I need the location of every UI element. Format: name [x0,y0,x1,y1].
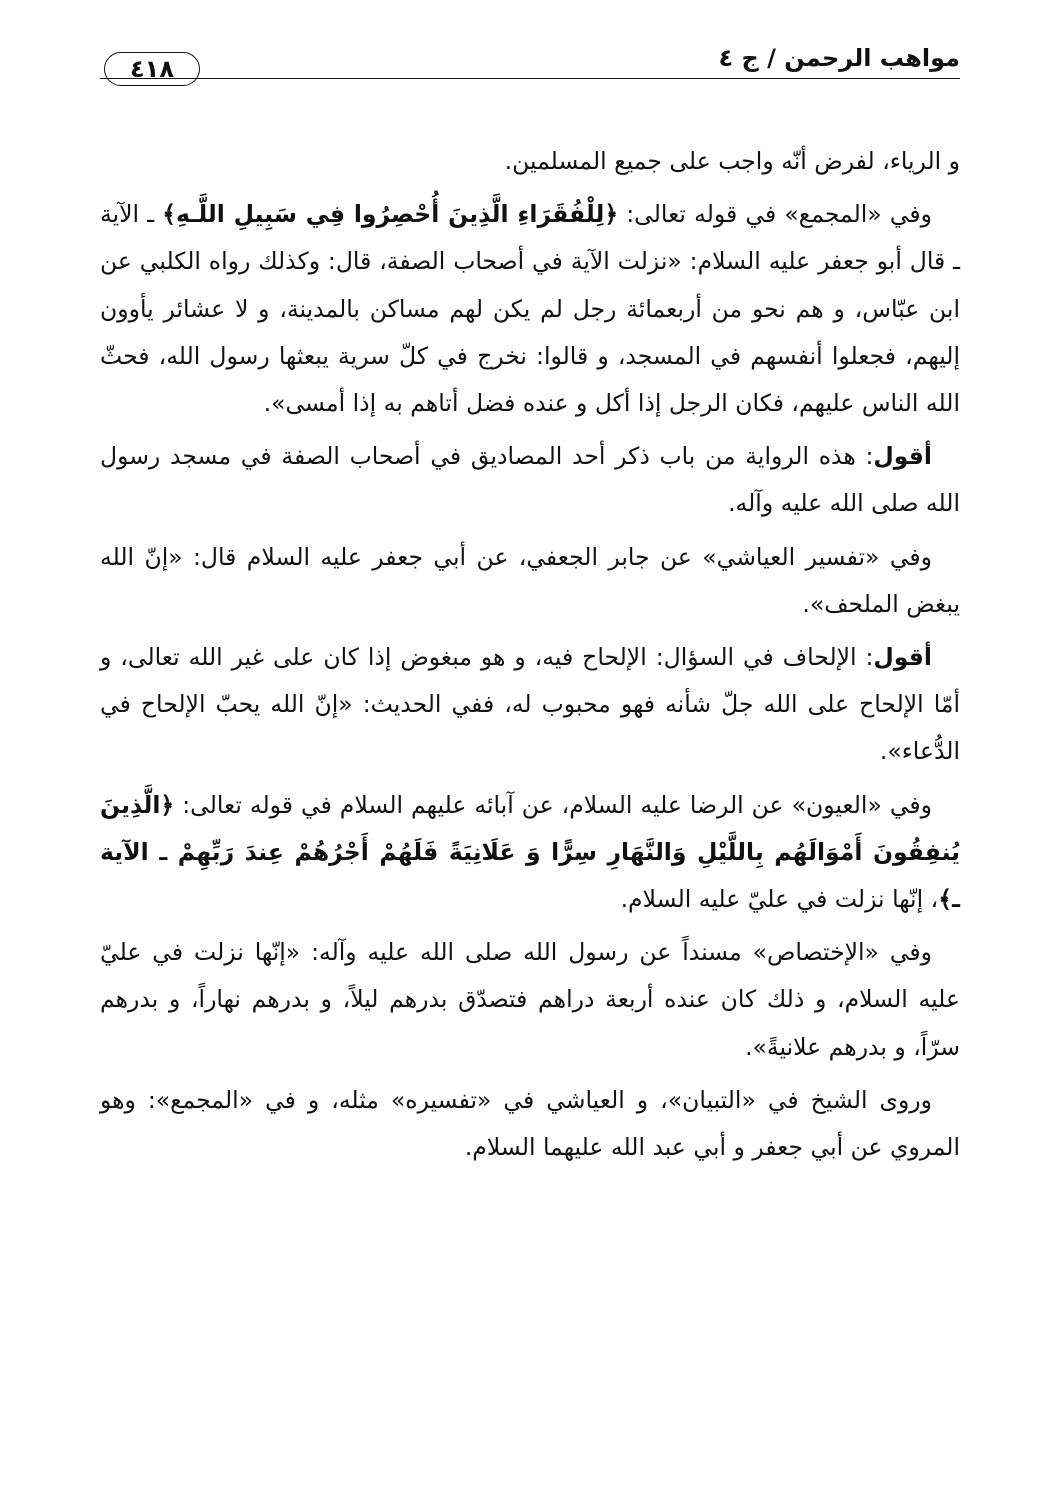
paragraph [100,191,960,427]
quran-verse: ﴿الَّذِينَ يُنفِقُونَ أَمْوَالَهُم بِاللَّيْلِ وَالنَّهَارِ سِرًّا وَ عَلَانِيَةً فَلَهُمْ أَجْرُهُمْ عِندَ رَبِّهِمْ ـ الآية ـ﴾ [100,790,960,914]
paragraph [100,929,960,1071]
paragraph [100,1077,960,1171]
header-rule [100,78,960,79]
text-segment: ـ الآية ـ قال أبو جعفر عليه السلام: «نزلت الآية في أصحاب الصفة، قال: وكذلك رواه الكلبي عن ابن عبّاس، و هم نحو من أربعمائة رجل لم يكن لهم مساكن بالمدينة، و لا عشائر يأوون إليهم، فجعلوا أنفسهم في المسجد، و قالوا: نخرج في كلّ سرية يبعثها رسول الله، فحثّ الله الناس عليهم، فكان الرجل إذا أكل و عنده فضل أتاهم به إذا أمسى». [100,200,960,418]
running-header-title: مواهب الرحمن / ج ٤ [718,44,960,72]
page-number: ٤١٨ [130,55,174,83]
page-number-frame [104,52,200,86]
page-body [100,138,960,1177]
quran-verse: ﴿لِلْفُقَرَاءِ الَّذِينَ أُحْصِرُوا فِي سَبِيلِ اللَّـهِ﴾ [162,200,619,229]
text-segment: : هذه الرواية من باب ذكر أحد المصاديق في أصحاب الصفة في مسجد رسول الله صلى الله عليه وآله. [100,442,960,518]
paragraph [100,433,960,527]
text-segment: وفي «العيون» عن الرضا عليه السلام، عن آبائه عليهم السلام في قوله تعالى: [174,790,932,819]
aqul-keyword: أقول [873,442,932,471]
page-header [100,40,960,88]
paragraph [100,534,960,628]
text-segment: وفي «تفسير العياشي» عن جابر الجعفي، عن أبي جعفر عليه السلام قال: «إنّ الله يبغض الملحف». [100,542,960,618]
text-segment: وروى الشيخ في «التبيان»، و العياشي في «تفسيره» مثله، و في «المجمع»: وهو المروي عن أبي جعفر و أبي عبد الله عليهما السلام. [100,1085,960,1162]
text-segment: وفي «المجمع» في قوله تعالى: [618,200,932,229]
paragraph [100,138,960,185]
paragraph [100,634,960,776]
paragraph [100,782,960,924]
text-segment: وفي «الإختصاص» مسنداً عن رسول الله صلى الله عليه وآله: «إنّها نزلت في عليّ عليه السلام، و ذلك كان عنده أربعة دراهم فتصدّق بدرهم ليلاً، و بدرهم نهاراً، و بدرهم سرّاً، و بدرهم علانيةً». [100,938,960,1061]
aqul-keyword: أقول [873,643,932,672]
text-segment: ، إنّها نزلت في عليّ عليه السلام. [620,885,939,914]
text-segment: و الرياء، لفرض أنّه واجب على جميع المسلمين. [504,147,960,175]
text-segment: : الإلحاف في السؤال: الإلحاح فيه، و هو مبغوض إذا كان على غير الله تعالى، و أمّا الإلحاح على الله جلّ شأنه فهو محبوب له، ففي الحديث: «إنّ الله يحبّ الإلحاح في الدُّعاء». [100,643,960,766]
